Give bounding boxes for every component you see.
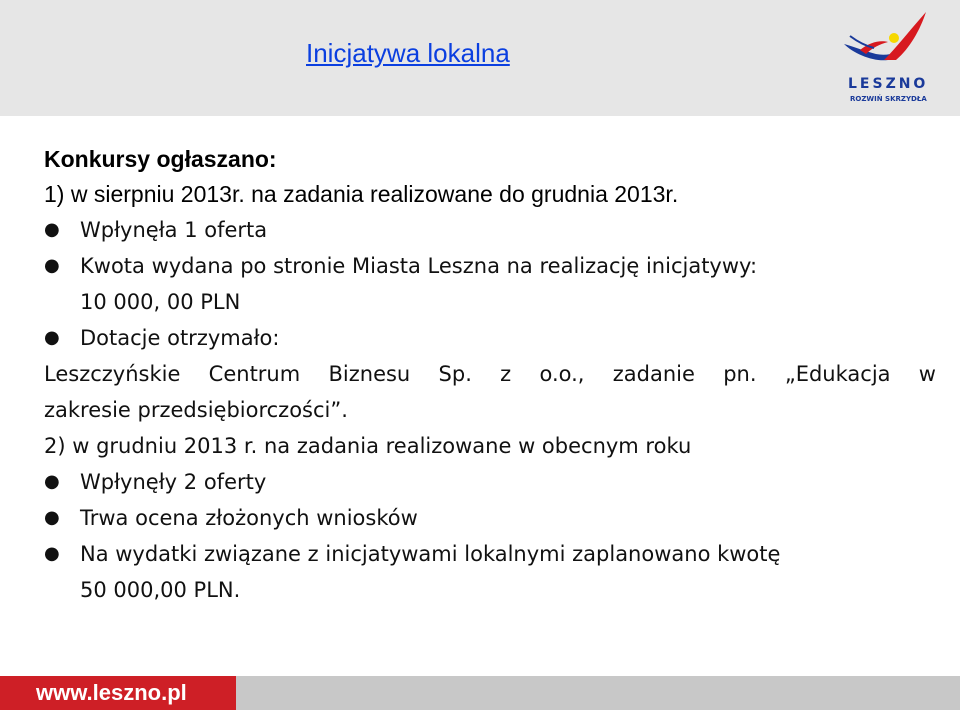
bullet-icon: ● (44, 255, 60, 276)
bullet-icon: ● (44, 219, 60, 240)
item-2: 2) w grudniu 2013 r. na zadania realizowane w obecnym roku (44, 434, 692, 458)
footer-url-link[interactable]: www.leszno.pl (36, 680, 187, 705)
bullet-evaluation: ● Trwa ocena złożonych wniosków (44, 500, 936, 536)
recipient-line-2: zakresie przedsiębiorczości”. (44, 398, 348, 422)
bullet-icon: ● (44, 471, 60, 492)
content-body (44, 142, 936, 608)
bullet-icon: ● (44, 507, 60, 528)
logo-wordmark: LESZNO (848, 76, 929, 92)
recipient-line-1: Leszczyńskie Centrum Biznesu Sp. z o.o., zadanie pn. „Edukacja w (44, 362, 936, 386)
bullet-grants: ● Dotacje otrzymało: (44, 320, 936, 356)
bullet-offers-1: ● Wpłynęła 1 oferta (44, 212, 936, 248)
page-title[interactable]: Inicjatywa lokalna (306, 38, 510, 68)
bullet-icon: ● (44, 543, 60, 564)
final-amount: 50 000,00 PLN. (80, 578, 241, 602)
item-1: 1) w sierpniu 2013r. na zadania realizowane do grudnia 2013r. (44, 181, 679, 207)
section-heading: Konkursy ogłaszano: (44, 146, 277, 172)
amount-line: 10 000, 00 PLN (80, 290, 241, 314)
bullet-icon: ● (44, 327, 60, 348)
bullet-offers-2: ● Wpłynęły 2 oferty (44, 464, 936, 500)
bullet-amount: ● Kwota wydana po stronie Miasta Leszna na realizację inicjatywy: (44, 248, 936, 284)
logo-tagline: ROZWIŃ SKRZYDŁA (850, 95, 927, 103)
bullet-planned: ● Na wydatki związane z inicjatywami lokalnymi zaplanowano kwotę (44, 536, 936, 572)
